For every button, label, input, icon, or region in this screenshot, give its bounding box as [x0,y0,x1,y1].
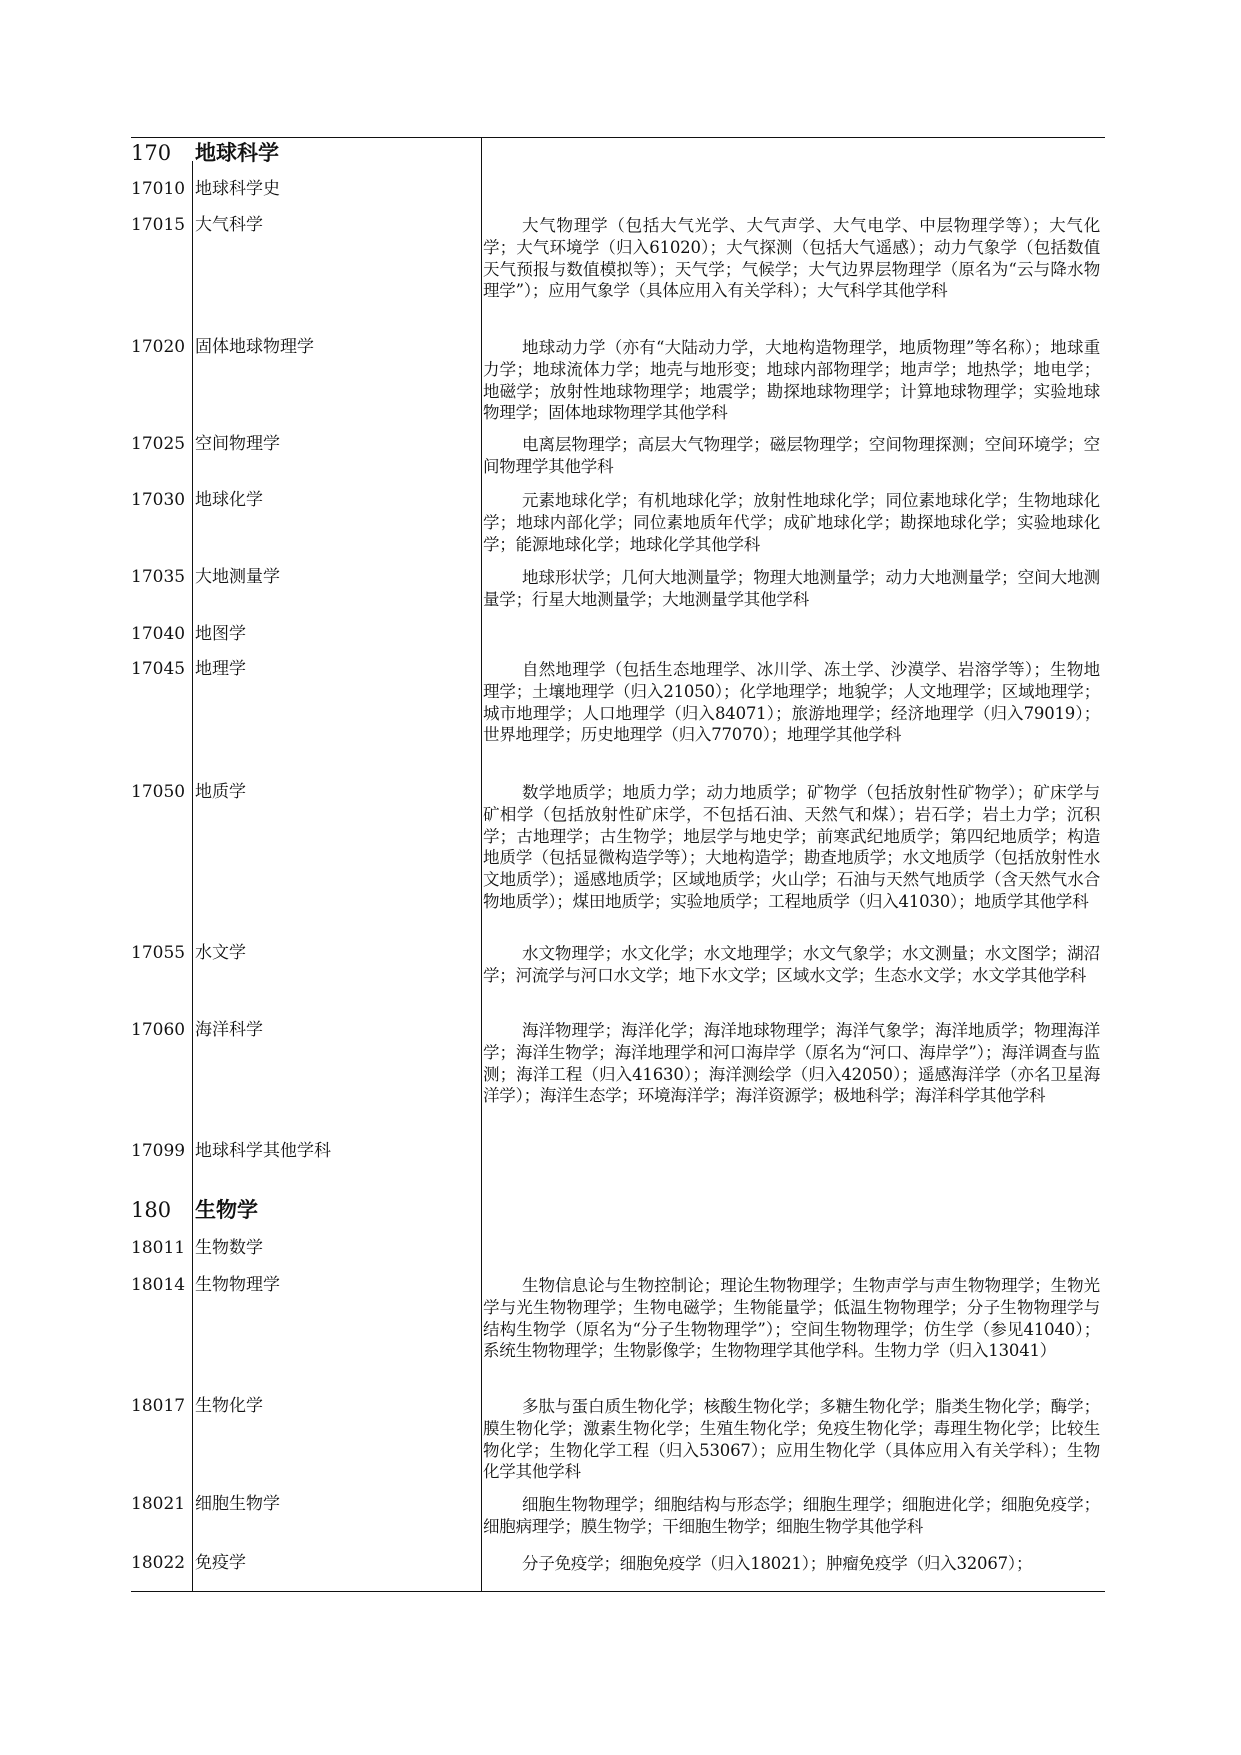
discipline-description: 海洋物理学；海洋化学；海洋地球物理学；海洋气象学；海洋地质学；物理海洋学；海洋生物学；海洋地理学和河口海岸学（原名为“河口、海岸学”）；海洋调查与监测；海洋工程（归入41630）；海洋测绘学（归入42050）；遥感海洋学（亦名卫星海洋学）；海洋生态学；环境海洋学；海洋资源学；极地科学；海洋科学其他学科 [483,1021,1100,1106]
discipline-name: 地质学 [195,782,246,802]
discipline-code: 17060 [131,1020,186,1040]
discipline-description: 地球动力学（亦有“大陆动力学，大地构造物理学，地质物理”等名称）；地球重力学；地球流体力学；地壳与地形变；地球内部物理学；地声学；地热学；地电学；地磁学；放射性地球物理学；地震学；勘探地球物理学；计算地球物理学；实验地球物理学；固体地球物理学其他学科 [483,338,1100,423]
column-divider-left [192,161,193,1592]
discipline-code: 17025 [131,434,186,454]
discipline-code: 170 [131,141,172,165]
discipline-name: 海洋科学 [195,1020,263,1040]
discipline-name: 生物数学 [195,1238,263,1258]
discipline-description: 细胞生物物理学；细胞结构与形态学；细胞生理学；细胞进化学；细胞免疫学；细胞病理学；膜生物学；干细胞生物学；细胞生物学其他学科 [483,1495,1100,1536]
section-title: 生物学 [195,1197,258,1222]
discipline-name: 地球科学其他学科 [195,1141,331,1161]
discipline-code: 17040 [131,624,186,644]
discipline-description: 元素地球化学；有机地球化学；放射性地球化学；同位素地球化学；生物地球化学；地球内部化学；同位素地质年代学；成矿地球化学；勘探地球化学；实验地球化学；能源地球化学；地球化学其他学科 [483,491,1100,554]
discipline-description: 生物信息论与生物控制论；理论生物物理学；生物声学与声生物物理学；生物光学与光生物物理学；生物电磁学；生物能量学；低温生物物理学；分子生物物理学与结构生物学（原名为“分子生物物理学”）；空间生物物理学；仿生学（参见41040）；系统生物物理学；生物影像学；生物物理学其他学科。生物力学（归入13041） [483,1276,1100,1361]
discipline-description: 自然地理学（包括生态地理学、冰川学、冻土学、沙漠学、岩溶学等）；生物地理学；土壤地理学（归入21050）；化学地理学；地貌学；人文地理学；区域地理学；城市地理学；人口地理学（归入84071）；旅游地理学；经济地理学（归入79019）；世界地理学；历史地理学（归入77070）；地理学其他学科 [483,660,1100,745]
discipline-description: 分子免疫学；细胞免疫学（归入18021）；肿瘤免疫学（归入32067）； [522,1554,1033,1573]
discipline-code: 18021 [131,1494,186,1514]
discipline-name: 固体地球物理学 [195,337,314,357]
discipline-code: 180 [131,1198,172,1222]
discipline-name: 生物化学 [195,1396,263,1416]
discipline-code: 17010 [131,179,186,199]
discipline-code: 18014 [131,1275,186,1295]
discipline-description: 电离层物理学；高层大气物理学；磁层物理学；空间物理探测；空间环境学；空间物理学其他学科 [483,435,1100,476]
discipline-description: 多肽与蛋白质生物化学；核酸生物化学；多糖生物化学；脂类生物化学；酶学；膜生物化学；激素生物化学；生殖生物化学；免疫生物化学；毒理生物化学；比较生物化学；生物化学工程（归入53067）；应用生物化学（具体应用入有关学科）；生物化学其他学科 [483,1397,1100,1482]
discipline-code: 17035 [131,567,186,587]
discipline-description: 地球形状学；几何大地测量学；物理大地测量学；动力大地测量学；空间大地测量学；行星大地测量学；大地测量学其他学科 [483,568,1100,609]
discipline-code: 18011 [131,1238,186,1258]
discipline-description: 数学地质学；地质力学；动力地质学；矿物学（包括放射性矿物学）；矿床学与矿相学（包括放射性矿床学，不包括石油、天然气和煤）；岩石学；岩土力学；沉积学；古地理学；古生物学；地层学与地史学；前寒武纪地质学；第四纪地质学；构造地质学（包括显微构造学等）；大地构造学；勘查地质学；水文地质学（包括放射性水文地质学）；遥感地质学；区域地质学；火山学；石油与天然气地质学（含天然气水合物地质学）；煤田地质学；实验地质学；工程地质学（归入41030）；地质学其他学科 [483,783,1100,911]
discipline-code: 17030 [131,490,186,510]
discipline-code: 18017 [131,1396,186,1416]
discipline-description: 大气物理学（包括大气光学、大气声学、大气电学、中层物理学等）；大气化学；大气环境学（归入61020）；大气探测（包括大气遥感）；动力气象学（包括数值天气预报与数值模拟等）；天气学；气候学；大气边界层物理学（原名为“云与降水物理学”）；应用气象学（具体应用入有关学科）；大气科学其他学科 [483,216,1100,301]
discipline-name: 免疫学 [195,1553,246,1573]
discipline-name: 地理学 [195,659,246,679]
discipline-description: 水文物理学；水文化学；水文地理学；水文气象学；水文测量；水文图学；湖沼学；河流学与河口水文学；地下水文学；区域水文学；生态水文学；水文学其他学科 [483,944,1100,985]
discipline-code: 18022 [131,1553,186,1573]
discipline-code: 17015 [131,215,186,235]
table-bottom-rule [131,1591,1105,1592]
discipline-name: 空间物理学 [195,434,280,454]
table-top-rule [131,137,1105,138]
discipline-name: 水文学 [195,943,246,963]
discipline-name: 细胞生物学 [195,1494,280,1514]
discipline-code: 17020 [131,337,186,357]
column-divider-right [481,137,482,1592]
discipline-code: 17050 [131,782,186,802]
discipline-name: 生物物理学 [195,1275,280,1295]
discipline-name: 地图学 [195,624,246,644]
discipline-code: 17099 [131,1141,186,1161]
discipline-name: 地球化学 [195,490,263,510]
discipline-name: 地球科学史 [195,179,280,199]
discipline-code: 17045 [131,659,186,679]
discipline-code: 17055 [131,943,186,963]
discipline-name: 大地测量学 [195,567,280,587]
discipline-name: 大气科学 [195,215,263,235]
section-title: 地球科学 [195,140,279,165]
